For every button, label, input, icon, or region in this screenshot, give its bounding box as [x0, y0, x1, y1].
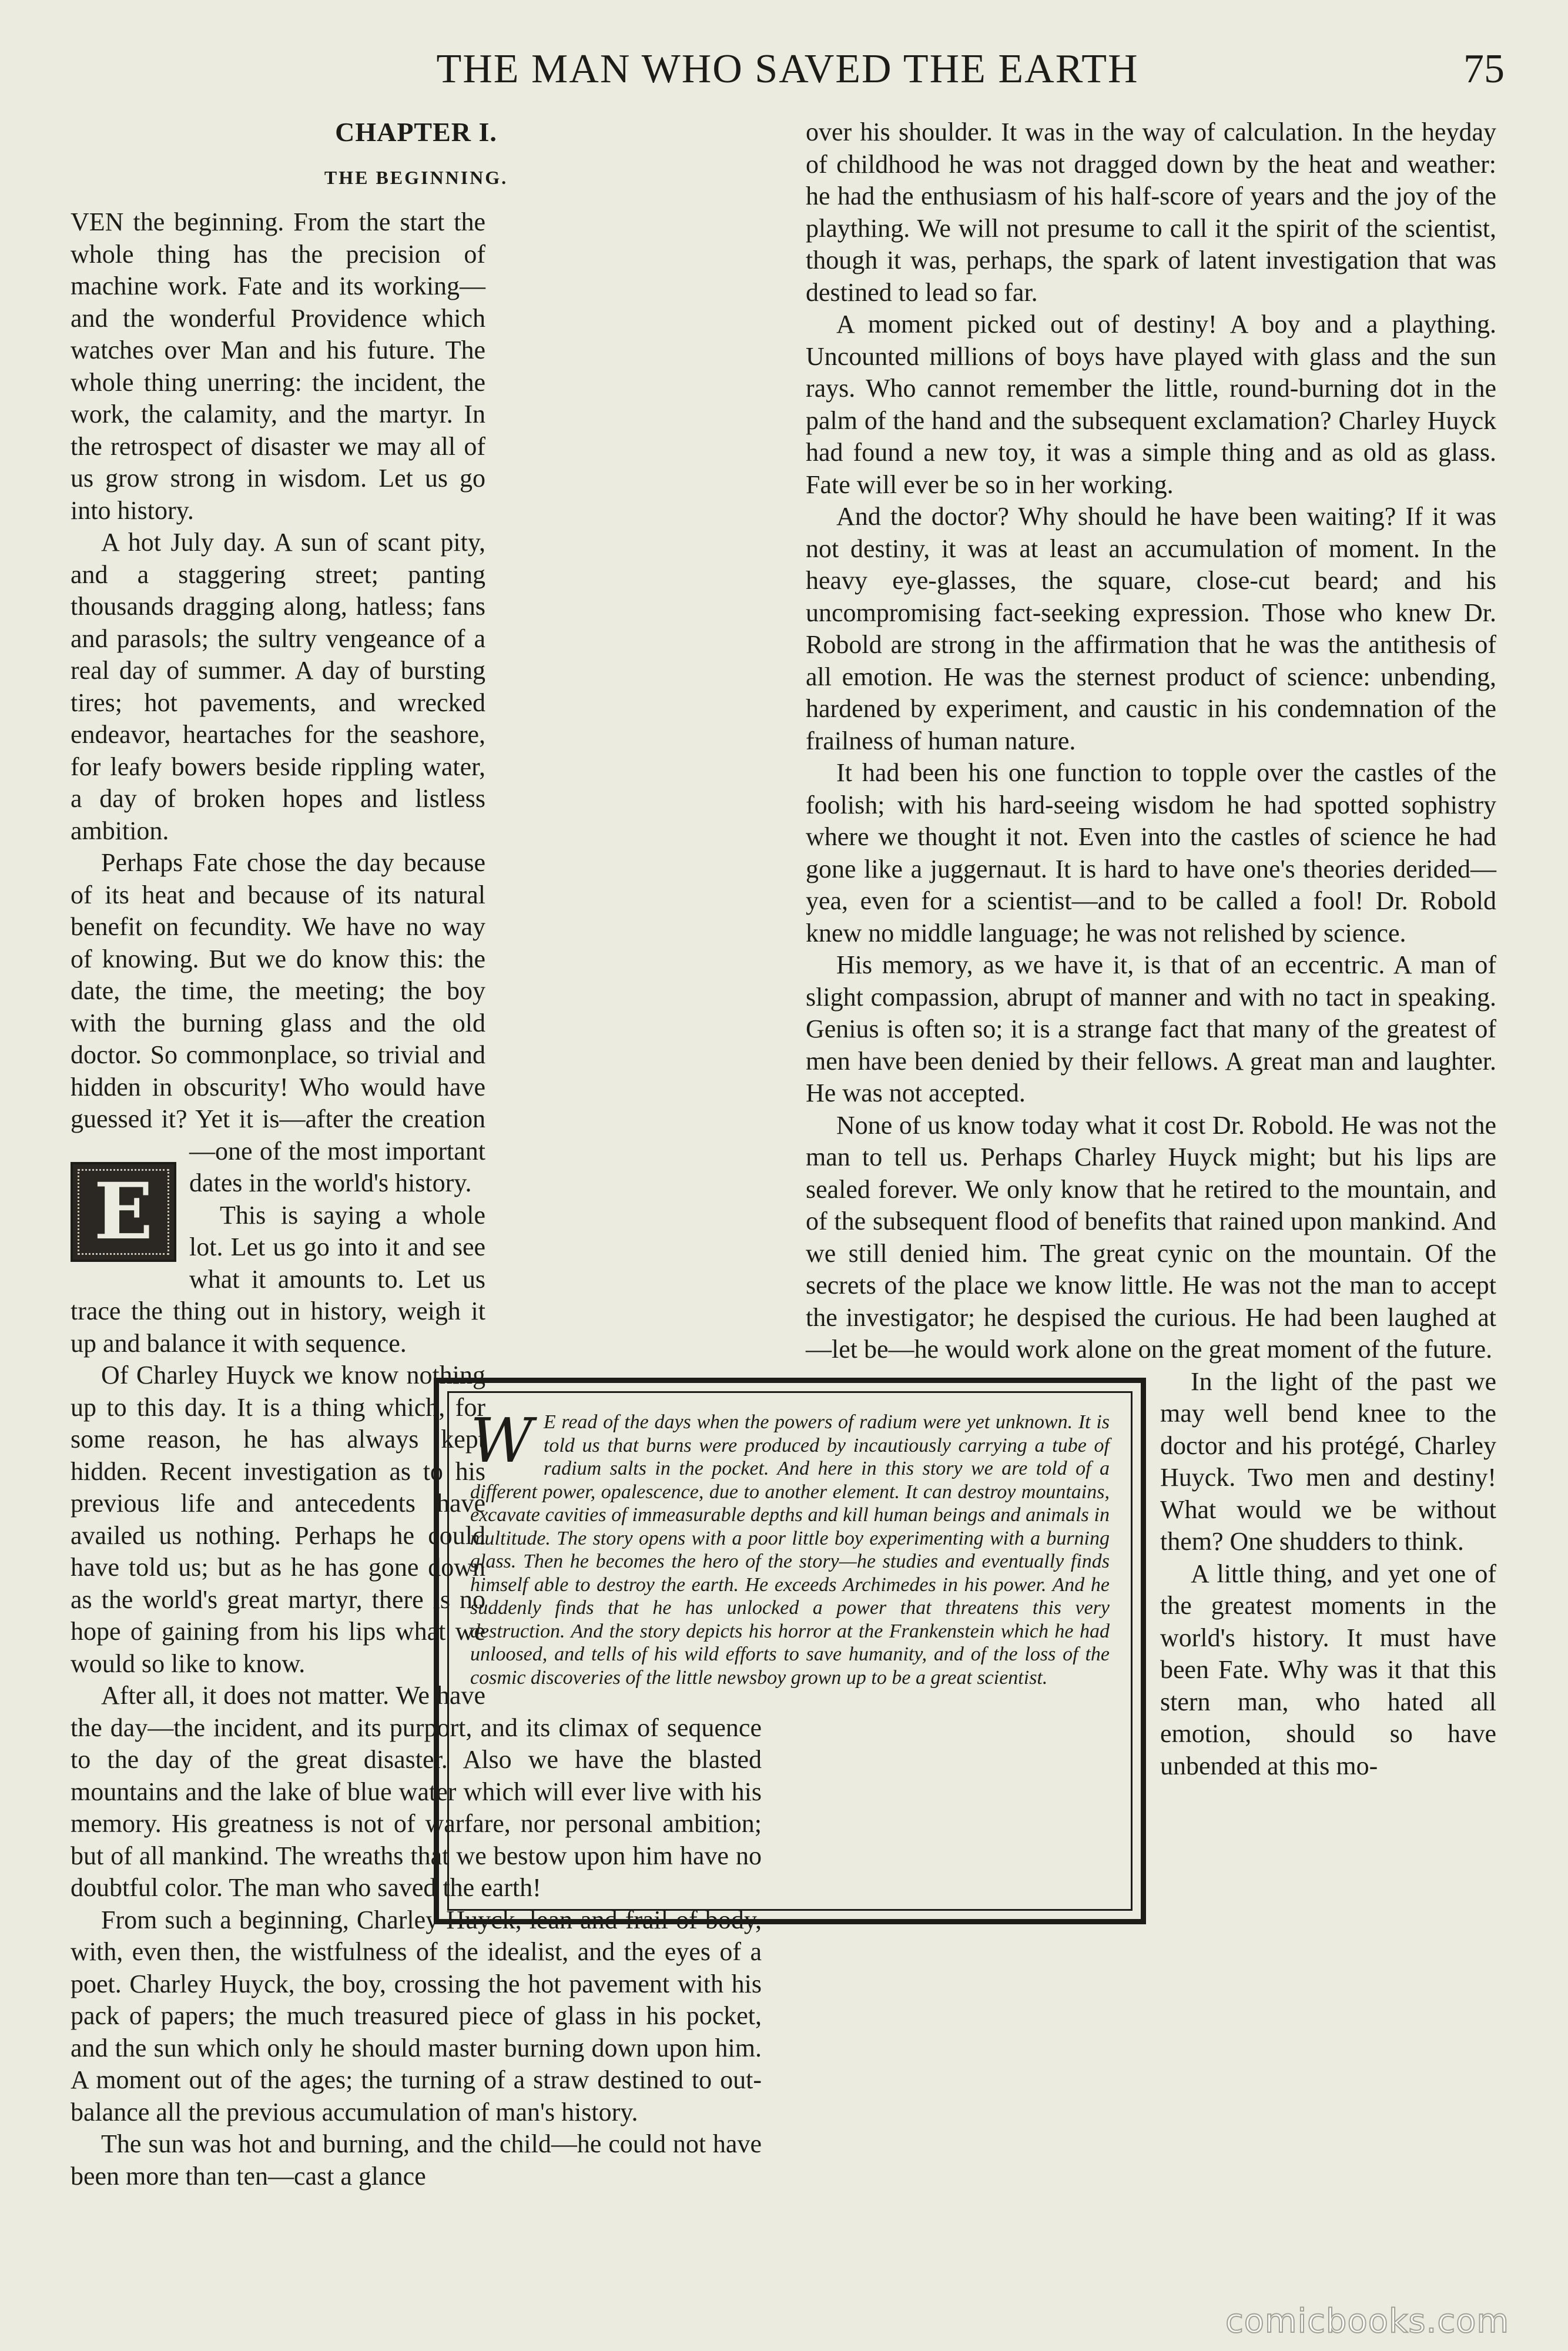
paragraph: A little thing, and yet one of the greatest moments in the world's history. It must have been Fate. Why was it that this stern man, who hated all emotion, should so have unbended at this mo-	[1160, 1559, 1496, 1780]
running-title: THE MAN WHO SAVED THE EARTH	[436, 46, 1139, 92]
paragraph: None of us know today what it cost Dr. Robold. He was not the man to tell us. Perhaps Charley Huyck might; but his lips are sealed forever. We only know that he retired to the mountain, and of the subsequent flood of benefits that rained upon mankind. And we still denied him. The great cynic on the mountain. Of the secrets of the place we know little. He was not the man to accept the investigator; he despised the curious. He had been laughed at—let be—he would work alone on the great moment of the future.	[806, 1110, 1496, 1364]
paragraph: In the light of the past we may well bend knee to the doctor and his protégé, Charley Huyck. Two men and destiny! What would we be without them? One shudders to think.	[1160, 1367, 1496, 1556]
paragraph: This is saying a whole lot. Let us go into it and see what it amounts to. Let us trace the thing out in history, weigh it up and balance it with sequence.	[71, 1200, 485, 1358]
paragraph: It had been his one function to topple over the castles of the foolish; with his hard-seeing wisdom he had spotted sophistry where we thought it not. Even into the castles of science he had gone like a juggernaut. It is hard to have one's theories derided—yea, even for a scientist—and to be called a fool! Dr. Robold knew no middle language; he was not relished by science.	[806, 758, 1496, 947]
story-blurb-box	[434, 1378, 1146, 1924]
watermark: comicbooks.com	[1225, 2302, 1509, 2340]
blurb-initial: W	[470, 1405, 533, 1476]
paragraph: VEN the beginning. From the start the whole thing has the precision of machine work. Fate and its working—and the wonderful Providence which watches over Man and his future. The whole thing unerring: the incident, the work, the calamity, and the martyr. In the retrospect of disaster we may all of us grow strong in wisdom. Let us go into history.	[71, 207, 485, 525]
paragraph: From such a beginning, Charley Huyck, lean and frail of body, with, even then, the wistfulness of the idealist, and the eyes of a poet. Charley Huyck, the boy, crossing the hot pavement with his pack of papers; the much treasured piece of glass in his pocket, and the sun which only he should master burning down upon him. A moment out of the ages; the turning of a straw destined to out-balance all the previous accumulation of man's history.	[71, 1905, 762, 2126]
paragraph: Perhaps Fate chose the day because of its heat and because of its natural benefit on fecundity. We have no way of knowing. But we do know this: the date, the time, the meeting; the boy with the burning glass and the old doctor. So commonplace, so trivial and hidden in obscurity! Who would have guessed it? Yet it is—after the creation—one of the most important dates in the world's history.	[71, 848, 485, 1197]
section-title: THE BEGINNING.	[324, 166, 508, 188]
paragraph: over his shoulder. It was in the way of calculation. In the heyday of childhood he was not dragged down by the heat and weather: he had the enthusiasm of his half-score of years and the joy of the plaything. We will not presume to call it the spirit of the scientist, though it was, perhaps, the spark of latent investigation that was destined to lead so far.	[806, 118, 1496, 307]
paragraph: The sun was hot and burning, and the child—he could not have been more than ten—cast a glance	[71, 2129, 762, 2191]
paragraph: And the doctor? Why should he have been waiting? If it was not destiny, it was at least an accumulation of moment. In the heavy eye-glasses, the square, close-cut beard; and his uncompromising fact-seeking expression. Those who knew Dr. Robold are strong in the affirmation that he was the antithesis of all emotion. He was the sternest product of science: unbending, hardened by experiment, and caustic in his condemnation of the frailness of human nature.	[806, 502, 1496, 755]
dropcap-ornament	[71, 1162, 176, 1262]
paragraph: His memory, as we have it, is that of an eccentric. A man of slight compassion, abrupt of manner and with no tact in speaking. Genius is often so; it is a strange fact that many of the greatest of men have been denied by their fellows. A great man and laughter. He was not accepted.	[806, 950, 1496, 1107]
story-blurb	[447, 1391, 1133, 1911]
paragraph: Of Charley Huyck we know nothing up to this day. It is a thing which, for some reason, he has always kept hidden. Recent investigation as to his previous life and antecedents have availed us nothing. Perhaps he could have told us; but as he has gone down as the world's great martyr, there is no hope of gaining from his lips what we would so like to know.	[71, 1361, 485, 1678]
blurb-text: E read of the days when the powers of radium were yet unknown. It is told us that burns were produced by incautiously carrying a tube of radium salts in the pocket. And here in this story we are told of a different power, opalescence, due to another element. It can destroy mountains, excavate cavities of immeasurable depths and kill human beings and animals in multitude. The story opens with a poor little boy experimenting with a burning glass. Then he becomes the hero of the story—he studies and eventually finds himself able to destroy the earth. He exceeds Archimedes in his power. And he suddenly finds that he has unlocked a power that threatens this very destruction. And the story depicts his horror at the Frankenstein which he had unloosed, and tells of his wild efforts to save humanity, and of the loss of the cosmic discoveries of the little newsboy grown up to be a great scientist.	[470, 1411, 1110, 1689]
chapter-title: CHAPTER I.	[335, 117, 497, 147]
page-header	[71, 46, 1505, 110]
dropcap-letter: E	[93, 1166, 153, 1257]
paragraph: After all, it does not matter. We have the day—the incident, and its purport, and its climax of sequence to the day of the great disaster. Also we have the blasted mountains and the lake of blue water which will ever live with his memory. His greatness is not of warfare, nor personal ambition; but of all mankind. The wreaths that we bestow upon him have no doubtful color. The man who saved the earth!	[71, 1681, 762, 1902]
page-number: 75	[1463, 46, 1505, 92]
paragraph: A moment picked out of destiny! A boy and a plaything. Uncounted millions of boys have played with glass and the sun rays. Who cannot remember the little, round-burning dot in the palm of the hand and the subsequent exclamation? Charley Huyck had found a new toy, it was a simple thing and as old as glass. Fate will ever be so in her working.	[806, 310, 1496, 499]
paragraph: A hot July day. A sun of scant pity, and a staggering street; panting thousands dragging along, hatless; fans and parasols; the sultry vengeance of a real day of summer. A day of bursting tires; hot pavements, and wrecked endeavor, heartaches for the seashore, for leafy bowers beside rippling water, a day of broken hopes and listless ambition.	[71, 528, 485, 845]
